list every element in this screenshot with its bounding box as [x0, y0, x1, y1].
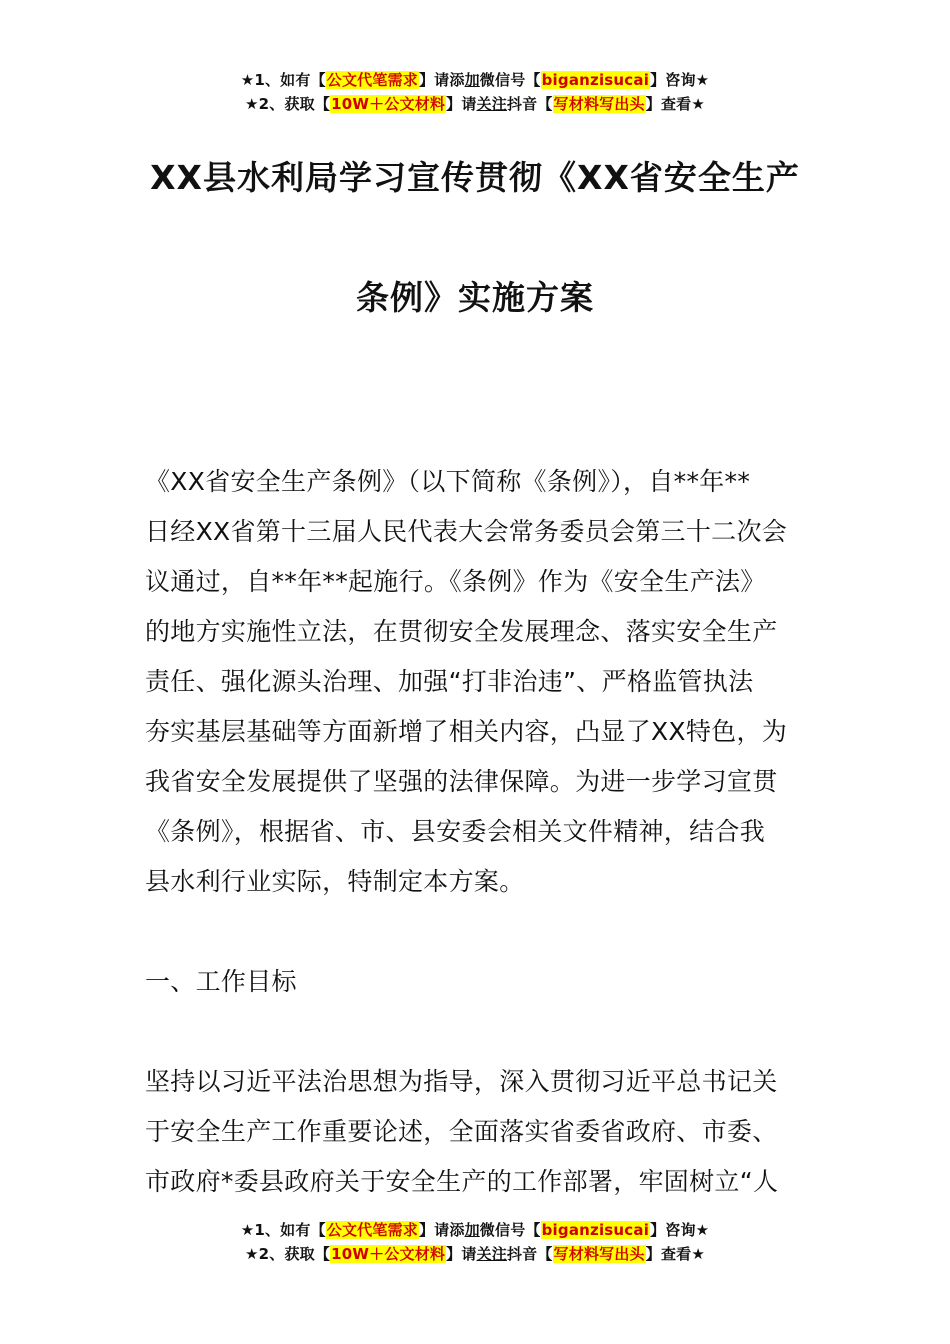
paragraph-line: 县水利行业实际，特制定本方案。 [145, 867, 525, 896]
banner-text: ★2、获取【 [245, 95, 331, 113]
document-title-line-1: XX县水利局学习宣传贯彻《XX省安全生产 [150, 158, 800, 197]
banner-text-underlined: 关注 [476, 1245, 507, 1263]
paragraph-line: 我省安全发展提供了坚强的法律保障。为进一步学习宣贯 [145, 767, 778, 796]
banner-text-underlined: 关注 [476, 95, 507, 113]
banner-highlight-service: 公文代笔需求 [326, 1221, 418, 1239]
footer-banner [0, 1218, 950, 1266]
banner-highlight-wechat-id: biganzisucai [541, 71, 650, 89]
goals-paragraph [145, 1057, 807, 1207]
banner-text: 微信号【 [479, 71, 541, 89]
paragraph-line: 责任、强化源头治理、加强“打非治违”、严格监管执法 [145, 667, 754, 696]
banner-highlight-wechat-id: biganzisucai [541, 1221, 650, 1239]
paragraph-line: 坚持以习近平法治思想为指导，深入贯彻习近平总书记关 [145, 1067, 778, 1096]
banner-text: ★1、如有【 [240, 71, 326, 89]
paragraph-line: 夯实基层基础等方面新增了相关内容，凸显了XX特色，为 [145, 717, 788, 746]
paragraph-line: 于安全生产工作重要论述，全面落实省委省政府、市委、 [145, 1117, 778, 1146]
banner-text: 】咨询★ [650, 71, 710, 89]
banner-text: 】查看★ [645, 95, 705, 113]
banner-line-1 [0, 68, 950, 92]
banner-text: 】请 [446, 1245, 477, 1263]
banner-text-underlined: 加 [464, 1221, 480, 1239]
paragraph-line: 日经XX省第十三届人民代表大会常务委员会第三十二次会 [145, 517, 788, 546]
banner-text: 】咨询★ [650, 1221, 710, 1239]
paragraph-line: 市政府*委县政府关于安全生产的工作部署，牢固树立“人 [145, 1167, 779, 1196]
banner-text-underlined: 加 [464, 71, 480, 89]
banner-highlight-service: 公文代笔需求 [326, 71, 418, 89]
banner-line-1 [0, 1218, 950, 1242]
section-heading-work-goals: 一、工作目标 [145, 967, 297, 996]
banner-text: ★2、获取【 [245, 1245, 331, 1263]
paragraph-line: 的地方实施性立法，在贯彻安全发展理念、落实安全生产 [145, 617, 778, 646]
banner-highlight-douyin: 写材料写出头 [553, 1245, 645, 1263]
banner-line-2 [0, 1242, 950, 1266]
banner-text: 微信号【 [479, 1221, 541, 1239]
banner-text: 抖音【 [506, 95, 553, 113]
banner-highlight-materials: 10W＋公文材料 [331, 1245, 446, 1263]
banner-text: 】请添 [418, 71, 465, 89]
document-title-line-2: 条例》实施方案 [356, 278, 594, 317]
banner-text: ★1、如有【 [240, 1221, 326, 1239]
banner-text: 抖音【 [506, 1245, 553, 1263]
banner-highlight-materials: 10W＋公文材料 [331, 95, 446, 113]
banner-text: 】请添 [418, 1221, 465, 1239]
banner-highlight-douyin: 写材料写出头 [553, 95, 645, 113]
paragraph-line: 议通过，自**年**起施行。《条例》作为《安全生产法》 [145, 567, 766, 596]
banner-line-2 [0, 92, 950, 116]
intro-paragraph [145, 457, 807, 907]
paragraph-line: 《XX省安全生产条例》（以下简称《条例》），自**年** [145, 467, 751, 496]
paragraph-line: 《条例》，根据省、市、县安委会相关文件精神，结合我 [145, 817, 766, 846]
banner-text: 】查看★ [645, 1245, 705, 1263]
banner-text: 】请 [446, 95, 477, 113]
header-banner [0, 68, 950, 116]
